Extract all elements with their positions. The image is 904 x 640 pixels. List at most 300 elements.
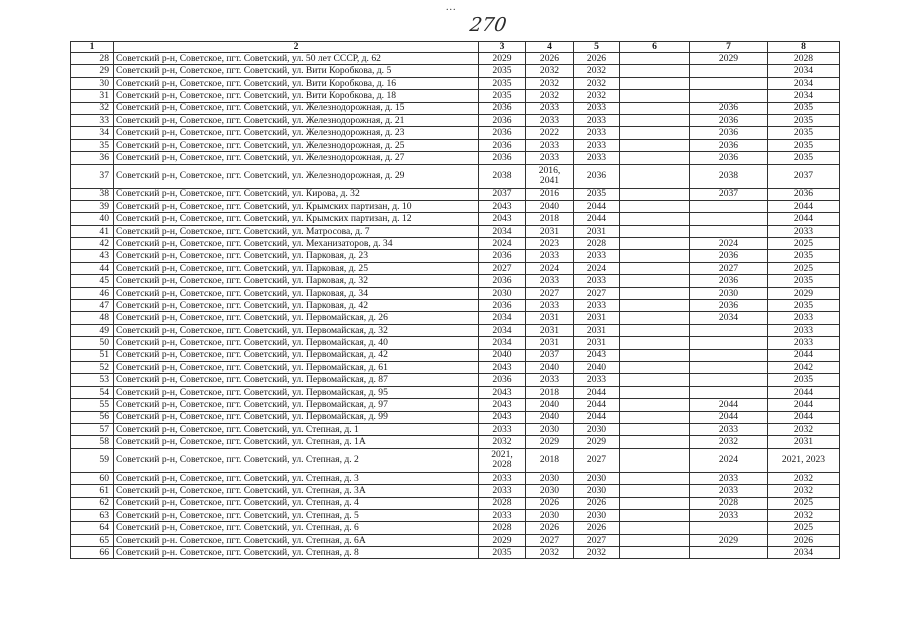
address-cell: Советский р-н, Советское, пгт. Советский, ул. Первомайская, д. 61	[114, 361, 479, 373]
address-cell: Советский р-н, Советское, пгт. Советский, ул. Первомайская, д. 87	[114, 374, 479, 386]
table-row	[71, 188, 840, 200]
table-row	[71, 411, 840, 423]
year-cell	[620, 337, 690, 349]
year-cell: 2027	[574, 287, 620, 299]
year-cell: 2040	[526, 361, 574, 373]
year-cell: 2027	[574, 534, 620, 546]
table-body	[71, 53, 840, 559]
row-number-cell: 51	[71, 349, 114, 361]
year-cell: 2026	[526, 497, 574, 509]
year-cell: 2037	[768, 164, 840, 188]
year-cell: 2044	[690, 399, 768, 411]
header-cell: 2	[114, 42, 479, 53]
year-cell	[690, 200, 768, 212]
year-cell: 2032	[768, 509, 840, 521]
year-cell	[620, 53, 690, 65]
year-cell	[620, 127, 690, 139]
row-number-cell: 40	[71, 213, 114, 225]
year-cell: 2032	[574, 77, 620, 89]
row-number-cell: 37	[71, 164, 114, 188]
year-cell: 2026	[768, 534, 840, 546]
year-cell: 2033	[690, 472, 768, 484]
table-row	[71, 472, 840, 484]
table-row	[71, 374, 840, 386]
year-cell: 2030	[526, 485, 574, 497]
header-cell: 1	[71, 42, 114, 53]
year-cell: 2035	[479, 90, 526, 102]
row-number-cell: 44	[71, 262, 114, 274]
row-number-cell: 49	[71, 324, 114, 336]
year-cell: 2030	[526, 472, 574, 484]
address-cell: Советский р-н, Советское, пгт. Советский, ул. Степная, д. 5	[114, 509, 479, 521]
year-cell: 2033	[526, 102, 574, 114]
row-number-cell: 66	[71, 547, 114, 559]
year-cell: 2038	[690, 164, 768, 188]
year-cell: 2033	[574, 250, 620, 262]
address-cell: Советский р-н, Советское, пгт. Советский, ул. 50 лет СССР, д. 62	[114, 53, 479, 65]
year-cell: 2033	[526, 300, 574, 312]
year-cell: 2043	[479, 399, 526, 411]
row-number-cell: 58	[71, 436, 114, 448]
year-cell: 2036	[690, 127, 768, 139]
year-cell: 2035	[768, 275, 840, 287]
year-cell: 2044	[574, 200, 620, 212]
year-cell: 2034	[479, 337, 526, 349]
year-cell: 2035	[768, 127, 840, 139]
year-cell	[620, 386, 690, 398]
header-cell: 8	[768, 42, 840, 53]
year-cell: 2032	[768, 472, 840, 484]
table-row	[71, 275, 840, 287]
year-cell: 2042	[768, 361, 840, 373]
year-cell: 2028	[479, 497, 526, 509]
year-cell: 2036	[768, 188, 840, 200]
table-row	[71, 361, 840, 373]
row-number-cell: 50	[71, 337, 114, 349]
table-header-row	[71, 42, 840, 53]
year-cell: 2024	[690, 238, 768, 250]
row-number-cell: 30	[71, 77, 114, 89]
year-cell	[620, 225, 690, 237]
year-cell: 2043	[574, 349, 620, 361]
year-cell: 2025	[768, 238, 840, 250]
year-cell: 2031	[574, 312, 620, 324]
year-cell	[620, 213, 690, 225]
header-cell: 7	[690, 42, 768, 53]
year-cell	[690, 361, 768, 373]
year-cell: 2033	[479, 485, 526, 497]
schedule-table	[70, 41, 840, 559]
year-cell: 2030	[526, 509, 574, 521]
address-cell: Советский р-н, Советское, пгт. Советский, ул. Крымских партизан, д. 10	[114, 200, 479, 212]
row-number-cell: 59	[71, 448, 114, 472]
address-cell: Советский р-н, Советское, пгт. Советский, ул. Вити Коробкова, д. 5	[114, 65, 479, 77]
year-cell	[690, 522, 768, 534]
year-cell: 2037	[479, 188, 526, 200]
year-cell: 2033	[690, 509, 768, 521]
page-number: 270	[468, 14, 508, 36]
year-cell: 2028	[574, 238, 620, 250]
row-number-cell: 61	[71, 485, 114, 497]
table-row	[71, 213, 840, 225]
year-cell: 2032	[768, 485, 840, 497]
year-cell	[620, 374, 690, 386]
year-cell: 2036	[479, 139, 526, 151]
year-cell: 2033	[526, 374, 574, 386]
year-cell	[620, 77, 690, 89]
row-number-cell: 32	[71, 102, 114, 114]
table-row	[71, 547, 840, 559]
year-cell: 2027	[526, 534, 574, 546]
year-cell	[620, 287, 690, 299]
year-cell: 2026	[574, 53, 620, 65]
year-cell: 2016	[526, 188, 574, 200]
year-cell: 2044	[768, 411, 840, 423]
year-cell: 2018	[526, 213, 574, 225]
table-row	[71, 65, 840, 77]
page-dots: ...	[446, 2, 457, 13]
year-cell: 2038	[479, 164, 526, 188]
address-cell: Советский р-н, Советское, пгт. Советский, ул. Первомайская, д. 40	[114, 337, 479, 349]
year-cell	[690, 547, 768, 559]
year-cell	[690, 225, 768, 237]
year-cell: 2030	[526, 423, 574, 435]
year-cell: 2030	[574, 509, 620, 521]
table-row	[71, 423, 840, 435]
year-cell	[620, 300, 690, 312]
address-cell: Советский р-н, Советское, пгт. Советский, ул. Первомайская, д. 97	[114, 399, 479, 411]
row-number-cell: 48	[71, 312, 114, 324]
table-row	[71, 324, 840, 336]
year-cell	[690, 324, 768, 336]
year-cell: 2040	[479, 349, 526, 361]
table-row	[71, 300, 840, 312]
year-cell: 2025	[768, 262, 840, 274]
row-number-cell: 29	[71, 65, 114, 77]
row-number-cell: 31	[71, 90, 114, 102]
table-row	[71, 522, 840, 534]
address-cell: Советский р-н. Советское, пгт. Советский, ул. Степная, д. 6А	[114, 534, 479, 546]
table-row	[71, 139, 840, 151]
year-cell: 2034	[479, 225, 526, 237]
table-row	[71, 448, 840, 472]
year-cell	[620, 200, 690, 212]
address-cell: Советский р-н. Советское, пгт. Советский, ул. Степная, д. 8	[114, 547, 479, 559]
year-cell: 2032	[574, 547, 620, 559]
row-number-cell: 42	[71, 238, 114, 250]
year-cell: 2044	[768, 213, 840, 225]
row-number-cell: 41	[71, 225, 114, 237]
year-cell: 2032	[690, 436, 768, 448]
year-cell	[620, 164, 690, 188]
table-row	[71, 102, 840, 114]
year-cell: 2033	[526, 139, 574, 151]
year-cell: 2033	[768, 312, 840, 324]
year-cell: 2027	[574, 448, 620, 472]
year-cell: 2024	[690, 448, 768, 472]
year-cell: 2044	[768, 349, 840, 361]
year-cell: 2033	[574, 300, 620, 312]
year-cell: 2028	[479, 522, 526, 534]
year-cell	[620, 349, 690, 361]
year-cell: 2029	[574, 436, 620, 448]
year-cell: 2033	[768, 225, 840, 237]
year-cell: 2029	[479, 53, 526, 65]
year-cell: 2024	[574, 262, 620, 274]
year-cell: 2034	[768, 547, 840, 559]
address-cell: Советский р-н, Советское, пгт. Советский, ул. Железнодорожная, д. 29	[114, 164, 479, 188]
address-cell: Советский р-н, Советское, пгт. Советский, ул. Парковая, д. 34	[114, 287, 479, 299]
year-cell: 2044	[690, 411, 768, 423]
year-cell: 2032	[768, 423, 840, 435]
table-row	[71, 152, 840, 164]
year-cell	[620, 102, 690, 114]
year-cell: 2036	[479, 127, 526, 139]
row-number-cell: 28	[71, 53, 114, 65]
year-cell: 2036	[479, 374, 526, 386]
year-cell: 2029	[690, 534, 768, 546]
row-number-cell: 35	[71, 139, 114, 151]
year-cell: 2035	[574, 188, 620, 200]
year-cell: 2043	[479, 361, 526, 373]
row-number-cell: 56	[71, 411, 114, 423]
year-cell: 2044	[574, 386, 620, 398]
address-cell: Советский р-н, Советское, пгт. Советский, ул. Степная, д. 3А	[114, 485, 479, 497]
year-cell: 2035	[768, 139, 840, 151]
address-cell: Советский р-н, Советское, пгт. Советский, ул. Крымских партизан, д. 12	[114, 213, 479, 225]
year-cell: 2034	[768, 65, 840, 77]
header-cell: 6	[620, 42, 690, 53]
year-cell: 2035	[768, 102, 840, 114]
year-cell: 2036	[479, 250, 526, 262]
address-cell: Советский р-н, Советское, пгт. Советский, ул. Железнодорожная, д. 27	[114, 152, 479, 164]
year-cell: 2027	[479, 262, 526, 274]
row-number-cell: 63	[71, 509, 114, 521]
year-cell: 2033	[526, 114, 574, 126]
year-cell	[690, 77, 768, 89]
address-cell: Советский р-н, Советское, пгт. Советский, ул. Первомайская, д. 95	[114, 386, 479, 398]
address-cell: Советский р-н, Советское, пгт. Советский, ул. Степная, д. 1	[114, 423, 479, 435]
row-number-cell: 33	[71, 114, 114, 126]
year-cell: 2033	[479, 423, 526, 435]
year-cell: 2033	[574, 374, 620, 386]
year-cell: 2032	[526, 65, 574, 77]
address-cell: Советский р-н, Советское, пгт. Советский, ул. Железнодорожная, д. 21	[114, 114, 479, 126]
year-cell: 2026	[526, 522, 574, 534]
year-cell	[620, 188, 690, 200]
year-cell: 2036	[690, 275, 768, 287]
year-cell	[620, 139, 690, 151]
table-row	[71, 485, 840, 497]
table-row	[71, 386, 840, 398]
table-row	[71, 349, 840, 361]
year-cell: 2021, 2028	[479, 448, 526, 472]
year-cell: 2036	[574, 164, 620, 188]
year-cell	[620, 472, 690, 484]
year-cell: 2032	[574, 90, 620, 102]
row-number-cell: 52	[71, 361, 114, 373]
year-cell: 2025	[768, 497, 840, 509]
year-cell: 2044	[574, 213, 620, 225]
year-cell: 2032	[479, 436, 526, 448]
year-cell: 2033	[768, 337, 840, 349]
table-row	[71, 262, 840, 274]
year-cell: 2036	[690, 152, 768, 164]
year-cell: 2035	[768, 152, 840, 164]
year-cell: 2036	[690, 114, 768, 126]
year-cell: 2031	[574, 225, 620, 237]
year-cell: 2030	[690, 287, 768, 299]
table-row	[71, 509, 840, 521]
year-cell: 2030	[479, 287, 526, 299]
year-cell: 2036	[479, 300, 526, 312]
table-row	[71, 127, 840, 139]
year-cell	[620, 324, 690, 336]
year-cell: 2025	[768, 522, 840, 534]
year-cell: 2035	[768, 114, 840, 126]
year-cell: 2033	[526, 275, 574, 287]
year-cell: 2035	[768, 374, 840, 386]
year-cell: 2033	[574, 275, 620, 287]
address-cell: Советский р-н, Советское, пгт. Советский, ул. Степная, д. 4	[114, 497, 479, 509]
table-row	[71, 238, 840, 250]
year-cell: 2037	[690, 188, 768, 200]
address-cell: Советский р-н, Советское, пгт. Советский, ул. Первомайская, д. 26	[114, 312, 479, 324]
row-number-cell: 34	[71, 127, 114, 139]
address-cell: Советский р-н, Советское, пгт. Советский, ул. Степная, д. 1А	[114, 436, 479, 448]
year-cell: 2022	[526, 127, 574, 139]
address-cell: Советский р-н, Советское, пгт. Советский, ул. Парковая, д. 25	[114, 262, 479, 274]
year-cell	[690, 65, 768, 77]
year-cell	[620, 238, 690, 250]
year-cell: 2044	[768, 200, 840, 212]
year-cell: 2026	[574, 522, 620, 534]
address-cell: Советский р-н, Советское, пгт. Советский, ул. Железнодорожная, д. 15	[114, 102, 479, 114]
year-cell: 2036	[690, 139, 768, 151]
header-cell: 5	[574, 42, 620, 53]
table-row	[71, 287, 840, 299]
year-cell: 2033	[574, 152, 620, 164]
address-cell: Советский р-н, Советское, пгт. Советский, ул. Железнодорожная, д. 23	[114, 127, 479, 139]
address-cell: Советский р-н, Советское, пгт. Советский, ул. Матросова, д. 7	[114, 225, 479, 237]
year-cell: 2031	[526, 312, 574, 324]
year-cell: 2043	[479, 411, 526, 423]
year-cell	[620, 114, 690, 126]
table-row	[71, 164, 840, 188]
year-cell: 2021, 2023	[768, 448, 840, 472]
year-cell	[620, 262, 690, 274]
year-cell: 2024	[479, 238, 526, 250]
year-cell: 2034	[479, 312, 526, 324]
year-cell: 2016, 2041	[526, 164, 574, 188]
address-cell: Советский р-н, Советское, пгт. Советский, ул. Вити Коробкова, д. 16	[114, 77, 479, 89]
year-cell	[620, 423, 690, 435]
year-cell	[690, 337, 768, 349]
table-row	[71, 77, 840, 89]
year-cell: 2027	[526, 287, 574, 299]
year-cell: 2036	[690, 250, 768, 262]
year-cell: 2043	[479, 386, 526, 398]
address-cell: Советский р-н, Советское, пгт. Советский, ул. Вити Коробкова, д. 18	[114, 90, 479, 102]
address-cell: Советский р-н, Советское, пгт. Советский, ул. Парковая, д. 32	[114, 275, 479, 287]
year-cell: 2024	[526, 262, 574, 274]
year-cell: 2035	[479, 547, 526, 559]
year-cell: 2030	[574, 423, 620, 435]
year-cell: 2033	[574, 114, 620, 126]
year-cell: 2030	[574, 472, 620, 484]
year-cell: 2023	[526, 238, 574, 250]
year-cell: 2028	[768, 53, 840, 65]
table-row	[71, 200, 840, 212]
year-cell: 2044	[574, 399, 620, 411]
year-cell: 2035	[479, 77, 526, 89]
row-number-cell: 47	[71, 300, 114, 312]
address-cell: Советский р-н, Советское, пгт. Советский, ул. Первомайская, д. 99	[114, 411, 479, 423]
year-cell: 2033	[479, 472, 526, 484]
year-cell: 2035	[768, 250, 840, 262]
row-number-cell: 46	[71, 287, 114, 299]
year-cell: 2040	[526, 399, 574, 411]
table-row	[71, 337, 840, 349]
year-cell: 2028	[690, 497, 768, 509]
year-cell: 2034	[690, 312, 768, 324]
year-cell: 2036	[690, 300, 768, 312]
address-cell: Советский р-н, Советское, пгт. Советский, ул. Степная, д. 2	[114, 448, 479, 472]
year-cell	[620, 485, 690, 497]
year-cell: 2040	[526, 411, 574, 423]
year-cell: 2033	[574, 139, 620, 151]
address-cell: Советский р-н, Советское, пгт. Советский, ул. Механизаторов, д. 34	[114, 238, 479, 250]
row-number-cell: 36	[71, 152, 114, 164]
year-cell	[620, 65, 690, 77]
year-cell: 2032	[526, 90, 574, 102]
table-row	[71, 534, 840, 546]
year-cell	[690, 213, 768, 225]
year-cell: 2044	[574, 411, 620, 423]
address-cell: Советский р-н, Советское, пгт. Советский, ул. Первомайская, д. 32	[114, 324, 479, 336]
year-cell: 2031	[526, 324, 574, 336]
year-cell: 2034	[768, 90, 840, 102]
year-cell: 2031	[768, 436, 840, 448]
table-row	[71, 399, 840, 411]
table-row	[71, 225, 840, 237]
year-cell: 2033	[690, 485, 768, 497]
row-number-cell: 65	[71, 534, 114, 546]
year-cell: 2018	[526, 448, 574, 472]
year-cell: 2031	[526, 225, 574, 237]
year-cell	[620, 275, 690, 287]
row-number-cell: 62	[71, 497, 114, 509]
year-cell: 2043	[479, 200, 526, 212]
row-number-cell: 38	[71, 188, 114, 200]
address-cell: Советский р-н, Советское, пгт. Советский, ул. Кирова, д. 32	[114, 188, 479, 200]
address-cell: Советский р-н, Советское, пгт. Советский, ул. Парковая, д. 23	[114, 250, 479, 262]
year-cell	[690, 386, 768, 398]
address-cell: Советский р-н, Советское, пгт. Советский, ул. Степная, д. 6	[114, 522, 479, 534]
year-cell	[620, 534, 690, 546]
year-cell: 2035	[479, 65, 526, 77]
row-number-cell: 64	[71, 522, 114, 534]
year-cell	[620, 509, 690, 521]
year-cell	[620, 436, 690, 448]
year-cell: 2027	[690, 262, 768, 274]
year-cell: 2043	[479, 213, 526, 225]
year-cell: 2040	[574, 361, 620, 373]
year-cell: 2029	[526, 436, 574, 448]
year-cell: 2033	[526, 152, 574, 164]
year-cell: 2018	[526, 386, 574, 398]
row-number-cell: 54	[71, 386, 114, 398]
